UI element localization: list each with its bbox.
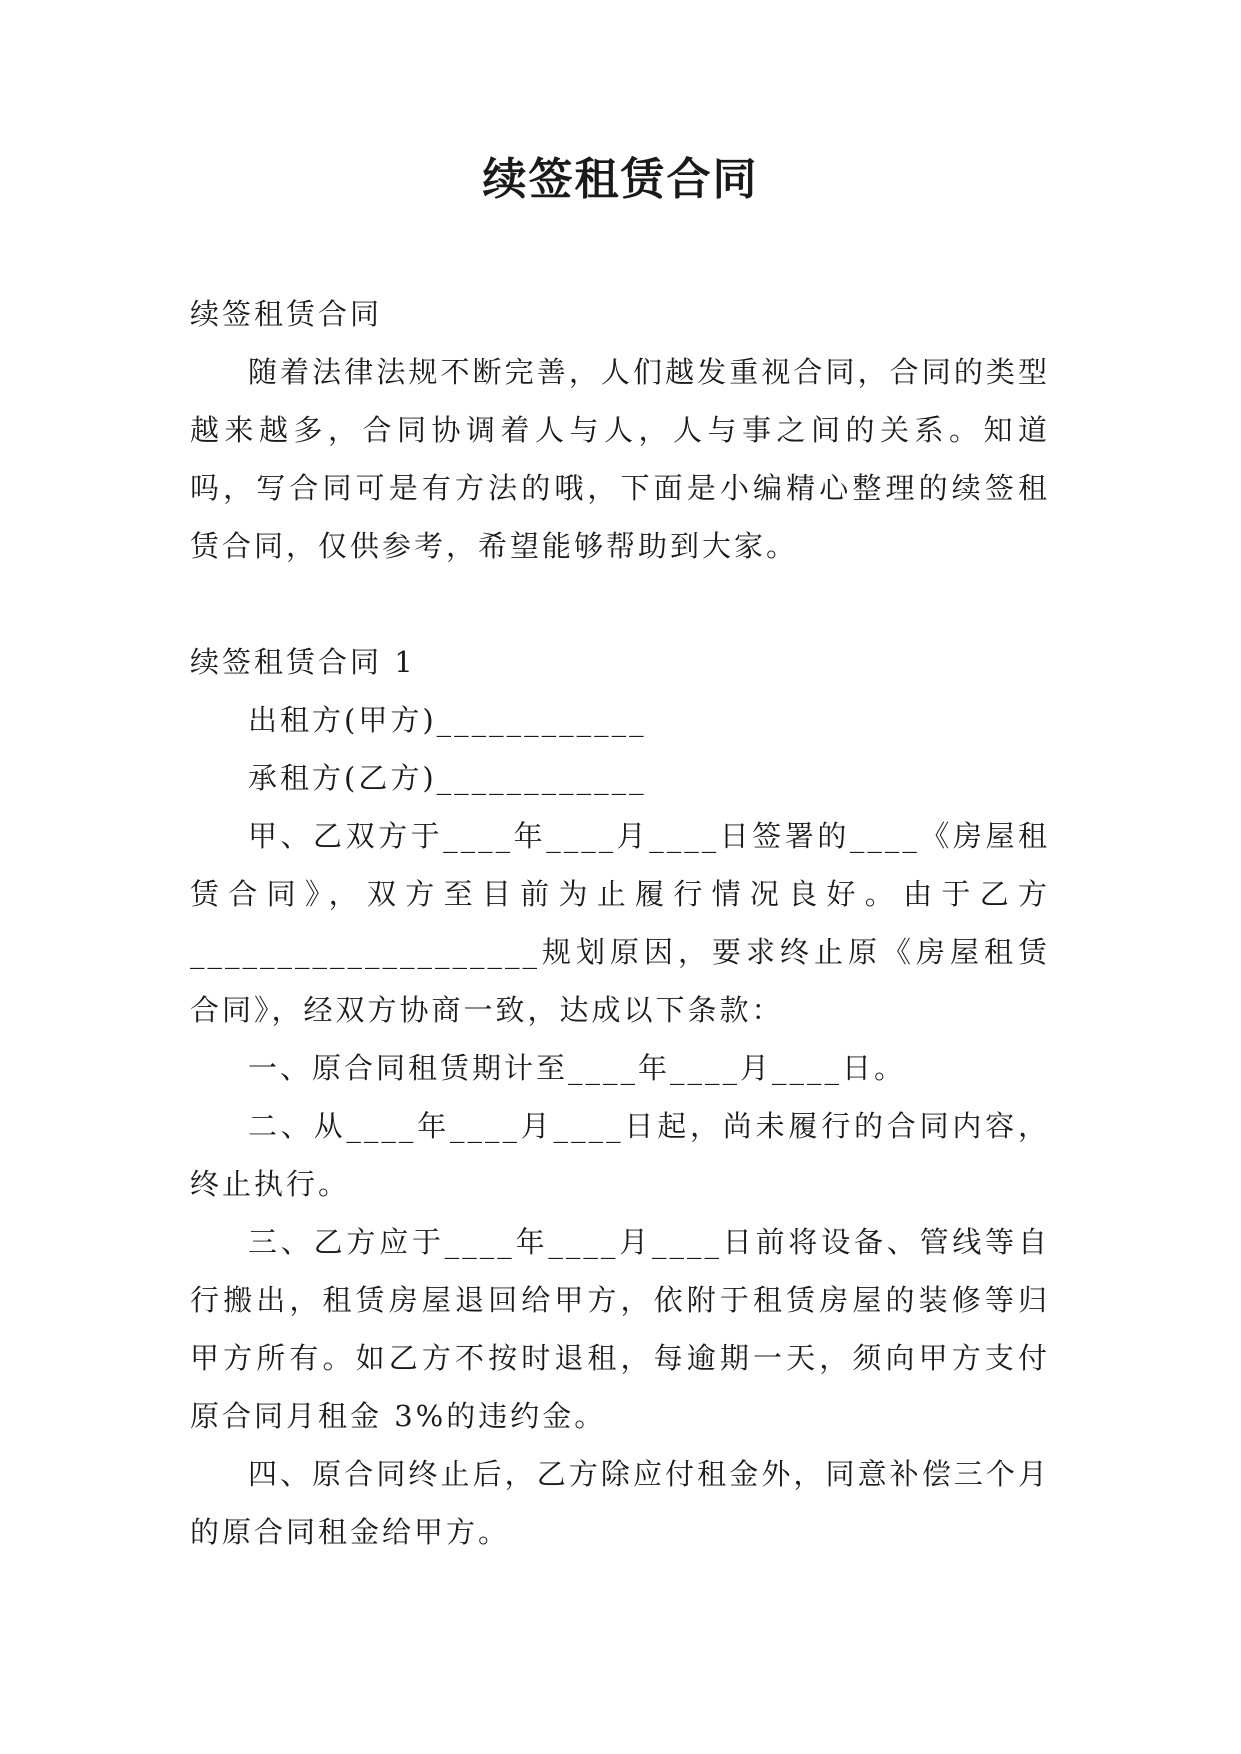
- document-body: [190, 285, 1050, 1561]
- clause-2: 二、从____年____月____日起，尚未履行的合同内容，终止执行。: [190, 1109, 1050, 1201]
- clause-1: 一、原合同租赁期计至____年____月____日。: [248, 1051, 907, 1085]
- clause-3: 三、乙方应于____年____月____日前将设备、管线等自行搬出，租赁房屋退回给甲方，依附于租赁房屋的装修等归甲方所有。如乙方不按时退租，每逾期一天，须向甲方支付原合同月租金 3%的违约金。: [190, 1225, 1050, 1433]
- clause-4: 四、原合同终止后，乙方除应付租金外，同意补偿三个月的原合同租金给甲方。: [190, 1457, 1050, 1549]
- lessor-line: 出租方(甲方)____________: [248, 703, 647, 737]
- intro-paragraph: 随着法律法规不断完善，人们越发重视合同，合同的类型越来越多，合同协调着人与人，人与事之间的关系。知道吗，写合同可是有方法的哦，下面是小编精心整理的续签租赁合同，仅供参考，希望能够帮助到大家。: [190, 355, 1050, 563]
- document-title: 续签租赁合同: [482, 154, 759, 205]
- intro-heading: 续签租赁合同: [190, 297, 383, 331]
- paragraph-spacer: [190, 575, 1050, 633]
- section-heading: 续签租赁合同 1: [190, 645, 416, 679]
- lessee-line: 承租方(乙方)____________: [248, 761, 647, 795]
- clause-preamble: 甲、乙双方于____年____月____日签署的____《房屋租赁合同》，双方至目前为止履行情况良好。由于乙方____________________规划原因，要求终止原《房屋租赁合同》，经双方协商一致，达成以下条款：: [190, 819, 1050, 1027]
